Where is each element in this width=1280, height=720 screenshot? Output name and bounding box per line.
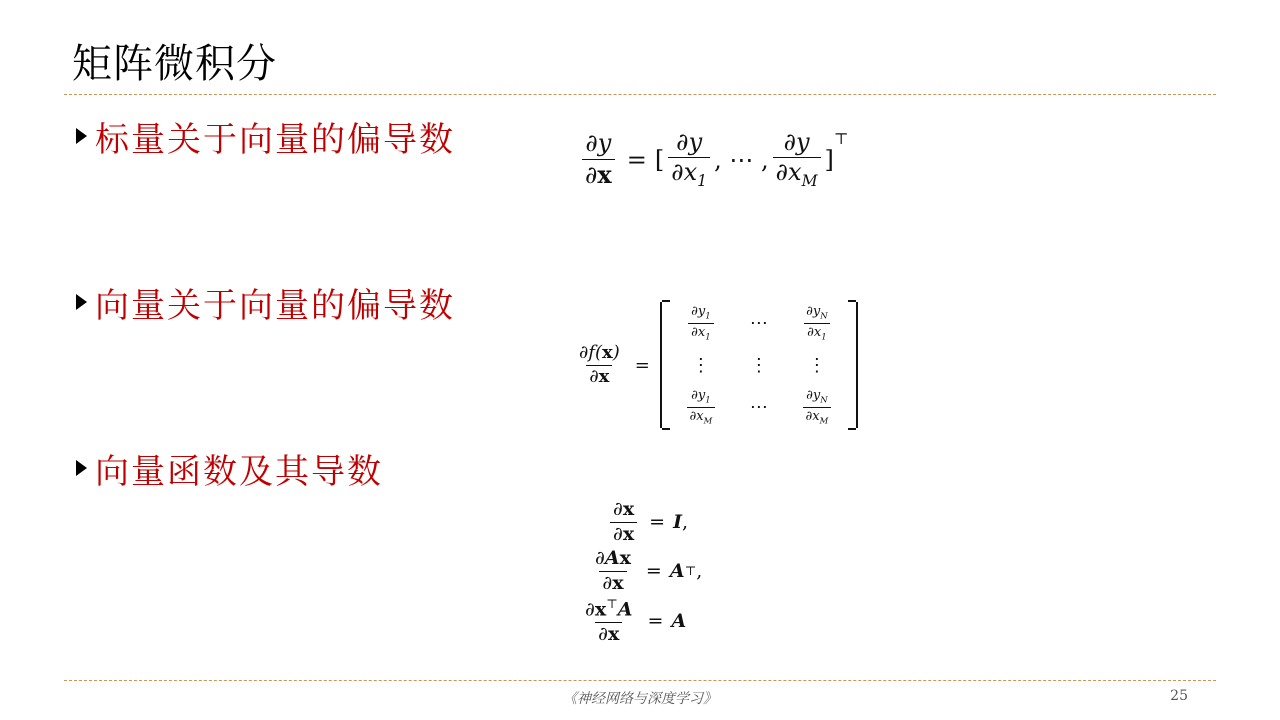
- footer-divider: [64, 680, 1216, 681]
- bullet-item: [76, 116, 455, 160]
- triangle-right-icon: [76, 294, 87, 310]
- page-title: 矩阵微积分: [72, 41, 277, 87]
- bullet-label: 标量关于向量的偏导数: [95, 119, 455, 160]
- formula-scalar-vector: $\frac{\partial y}{\partial x}$ = [ $\frac{\partial y}{\partial x_1}$ , ⋯ , $\frac{\partial y}{\partial x_M}$ ] ⊤: [578, 130, 849, 189]
- page-number: 25: [1170, 688, 1188, 704]
- triangle-right-icon: [76, 460, 87, 476]
- triangle-right-icon: [76, 128, 87, 144]
- bullet-label: 向量函数及其导数: [95, 451, 383, 492]
- bullet-item: [76, 448, 383, 492]
- title-divider: [64, 94, 1216, 95]
- bullet-item: [76, 282, 455, 326]
- bullet-label: 向量关于向量的偏导数: [95, 285, 455, 326]
- formula-vector-vector: $\frac{\partial f(x)}{\partial x}$ = $\frac{\partial y_1}{\partial x_1}$ ⋯ $\frac{\partial y_N}{\partial x_1}$ ⋮ ⋮ ⋮ $\frac{\partial y_1}{\partial x_M}$ ⋯ $\frac{\partial y_N}{\partial x_M}$: [572, 302, 858, 428]
- footer-book-title: 《神经网络与深度学习》: [563, 691, 717, 707]
- formula-vector-functions: $\frac{\partial x}{\partial x}$ = I , $\frac{\partial Ax}{\partial x}$ = A ⊤ , $\frac{\partial x^⊤A}{\partial x}$ = A: [585, 498, 703, 646]
